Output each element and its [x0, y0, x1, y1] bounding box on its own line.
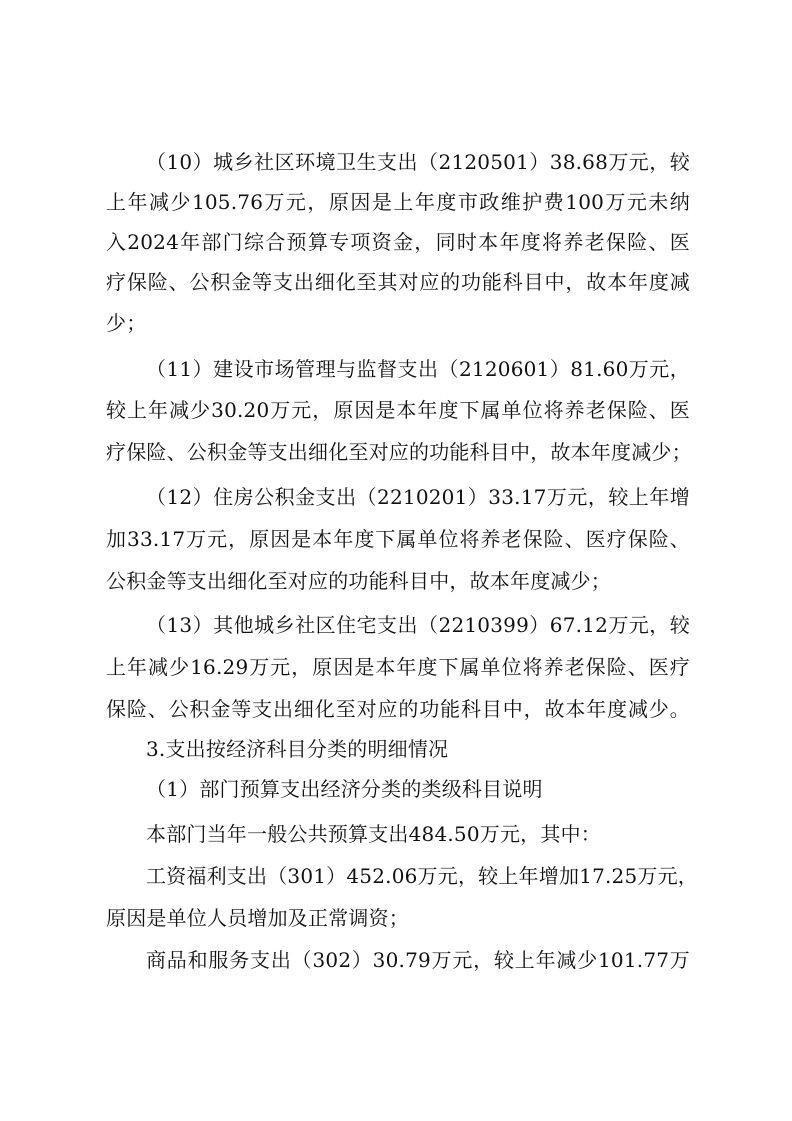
paragraph-12-line-1: （12）住房公积金支出（2210201）33.17万元，较上年增	[146, 485, 690, 509]
paragraph-10-line-2: 上年减少105.76万元，原因是上年度市政维护费100万元未纳	[106, 190, 690, 214]
goods-services-paragraph-line-1: 商品和服务支出（302）30.79万元，较上年减少101.77万	[146, 948, 690, 972]
paragraph-11-line-3: 疗保险、公积金等支出细化至对应的功能科目中，故本年度减少；	[106, 440, 692, 464]
wages-paragraph-line-1: 工资福利支出（301）452.06万元，较上年增加17.25万元，	[146, 864, 699, 888]
subsection-heading-1: （1）部门预算支出经济分类的类级科目说明	[146, 777, 543, 801]
paragraph-10-line-1: （10）城乡社区环境卫生支出（2120501）38.68万元，较	[146, 150, 690, 174]
paragraph-12-line-2: 加33.17万元，原因是本年度下属单位将养老保险、医疗保险、	[106, 527, 690, 551]
section-heading-3: 3.支出按经济科目分类的明细情况	[146, 737, 449, 761]
paragraph-13-line-2: 上年减少16.29万元，原因是本年度下属单位将养老保险、医疗	[106, 655, 690, 679]
paragraph-12-line-3: 公积金等支出细化至对应的功能科目中，故本年度减少；	[106, 569, 611, 593]
paragraph-11-line-1: （11）建设市场管理与监督支出（2120601）81.60万元，	[146, 357, 690, 381]
paragraph-13-line-3: 保险、公积金等支出细化至对应的功能科目中，故本年度减少。	[106, 697, 690, 721]
paragraph-10-line-3: 入2024年部门综合预算专项资金，同时本年度将养老保险、医	[106, 230, 690, 254]
paragraph-10-line-5: 少；	[106, 311, 147, 335]
summary-paragraph: 本部门当年一般公共预算支出484.50万元，其中：	[146, 822, 601, 846]
paragraph-11-line-2: 较上年减少30.20万元，原因是本年度下属单位将养老保险、医	[106, 398, 690, 422]
paragraph-10-line-4: 疗保险、公积金等支出细化至其对应的功能科目中，故本年度减	[106, 270, 690, 294]
paragraph-13-line-1: （13）其他城乡社区住宅支出（2210399）67.12万元，较	[146, 613, 690, 637]
wages-paragraph-line-2: 原因是单位人员增加及正常调资；	[106, 906, 409, 930]
